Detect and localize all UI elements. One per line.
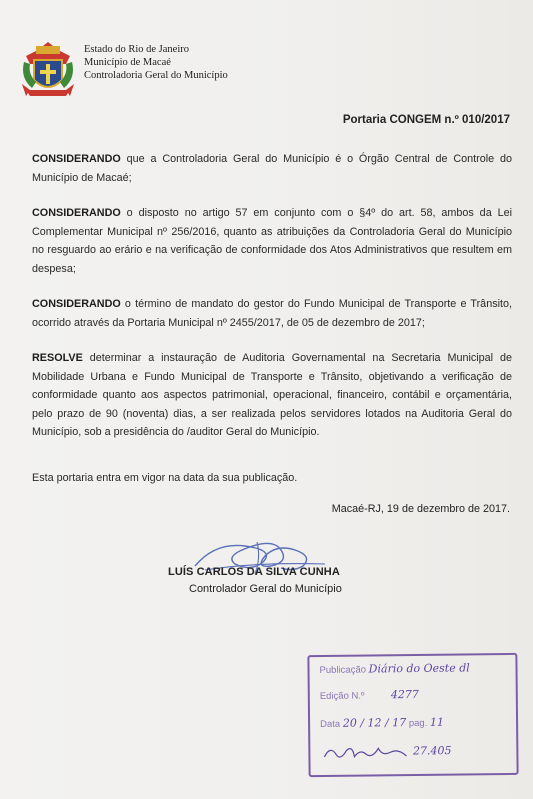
paragraph-considerando-1 — [32, 150, 512, 187]
paragraph-considerando-2 — [32, 204, 512, 278]
letterhead — [84, 43, 228, 82]
paragraph-text: determinar a instauração de Auditoria Governamental na Secretaria Municipal de Mobilidade Urbana e Fundo Municipal de Transporte e Trânsito, objetivando a verificação de conformidade quanto aos aspectos patrimonial, operacional, financeiro, contábil e orçamentária, pelo prazo de 90 (noventa) dias, a ser realizada pelos servidores lotados na Auditoria Geral do Município, sob a presidência do /auditor Geral do Município. — [32, 352, 512, 438]
publication-stamp — [307, 653, 518, 777]
stamp-data-value: 20 / 12 / 17 — [342, 716, 407, 730]
paragraph-text: Esta portaria entra em vigor na data da sua publicação. — [32, 472, 298, 484]
signatory-role: Controlador Geral do Município — [189, 583, 342, 595]
paragraph-lead: CONSIDERANDO — [32, 298, 121, 310]
stamp-edicao-value: 4277 — [390, 687, 419, 702]
stamp-publicacao-label: Publicação — [319, 664, 367, 676]
stamp-sign-value: 27.405 — [412, 744, 452, 758]
letterhead-municipality: Município de Macaé — [84, 57, 171, 68]
stamp-signature-icon — [320, 742, 410, 763]
stamp-publicacao-value: Diário do Oeste dl — [368, 661, 470, 676]
stamp-publicacao-row — [319, 661, 469, 676]
signatory-name: LUÍS CARLOS DA SILVA CUNHA — [168, 566, 340, 578]
paragraph-lead: RESOLVE — [32, 352, 83, 364]
date-line: Macaé-RJ, 19 de dezembro de 2017. — [331, 503, 510, 515]
paragraph-lead: CONSIDERANDO — [32, 153, 121, 165]
paragraph-considerando-3 — [32, 295, 512, 332]
paragraph-text: o término de mandato do gestor do Fundo Municipal de Transporte e Trânsito, ocorrido através da Portaria Municipal nº 2455/2017, de 05 de dezembro de 2017; — [32, 298, 512, 329]
stamp-data-label: Data — [320, 718, 341, 730]
stamp-data-row — [320, 716, 444, 730]
municipal-coat-of-arms-icon — [20, 38, 76, 100]
paragraph-vigor — [32, 469, 512, 488]
paragraph-resolve — [32, 349, 512, 442]
letterhead-state: Estado do Rio de Janeiro — [84, 44, 189, 55]
paragraph-text: o disposto no artigo 57 em conjunto com o §4º do art. 58, ambos da Lei Complementar Municipal nº 256/2016, quanto as atribuições da Controladoria Geral do Município no resguardo ao erário e na verificação de conformidade dos Atos Administrativos que resultem em despesa; — [32, 207, 512, 275]
stamp-edicao-row — [320, 688, 419, 702]
stamp-edicao-label: Edição N.º — [319, 690, 365, 702]
paragraph-text: que a Controladoria Geral do Município é o Órgão Central de Controle do Município de Macaé; — [32, 153, 512, 184]
stamp-pag-label: pag. — [408, 717, 428, 730]
document-title: Portaria CONGEM n.º 010/2017 — [342, 114, 510, 126]
stamp-sign-row — [320, 742, 451, 763]
paragraph-lead: CONSIDERANDO — [32, 207, 121, 219]
letterhead-department: Controladoria Geral do Município — [84, 70, 228, 81]
stamp-pag-value: 11 — [429, 715, 445, 729]
